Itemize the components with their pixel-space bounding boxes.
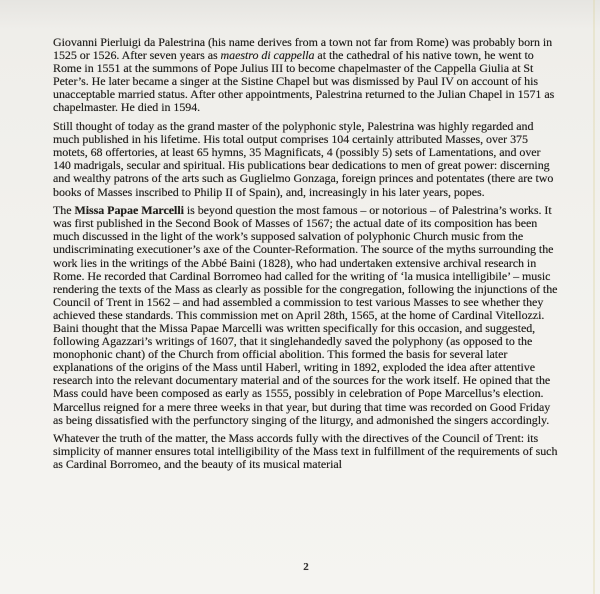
paragraph-output <box>53 120 559 199</box>
text-segment: Giovanni Pierluigi da Palestrina (his name derives from a town not far from Rome) was probably born in 1525 or 1526. After seven years as <box>53 35 553 63</box>
page-number: 2 <box>303 561 309 573</box>
paragraph-missa-papae-marcelli <box>53 204 559 427</box>
text-segment: at the cathedral of his native town, he went to Rome in 1551 at the summons of Pope Julius III to become chapelmaster of the Cappella Giulia at St Peter’s. He later became a singer at the Sistine Chapel but was dismissed by Paul IV on account of his unacceptable married status. After other appointments, Palestrina returned to the Julian Chapel in 1571 as chapelmaster. He died in 1594. <box>53 48 555 115</box>
text-segment: Whatever the truth of the matter, the Mass accords fully with the directives of the Council of Trent: its simplicity of manner ensures total intelligibility of the Mass text in fulfillment of the requirements of such as Cardinal Borromeo, and the beauty of its musical material <box>53 431 558 472</box>
text-segment: is beyond question the most famous – or notorious – of Palestrina’s works. It was first published in the Second Book of Masses of 1567; the actual date of its composition has been much discussed in the light of the work’s supposed salvation of polyphonic Church music from the undiscriminating executioner’s axe of the Counter-Reformation. The source of the myths surrounding the work lies in the writings of the Abbé Baini (1828), who had undertaken extensive archival research in Rome. He recorded that Cardinal Borromeo had called for the writing of ‘la musica intelligibile’ – music rendering the texts of the Mass as clearly as possible for the congregation, following the injunctions of the Council of Trent in 1562 – and had assembled a commission to test various Masses to see whether they achieved these standards. This commission met on April 28th, 1565, at the home of Cardinal Vitellozzi. Baini thought that the Missa Papae Marcelli was written specifically for this occasion, and suggested, following Agazzari’s writings of 1607, that it singlehandedly saved the polyphony (as opposed to the monophonic chant) of the Church from official abolition. This formed the basis for several later explanations of the origins of the Mass until Haberl, writing in 1892, exploded the idea after attentive research into the relevant documentary material and of the sources for the work itself. He opined that the Mass could have been composed as early as 1555, possibly in celebration of Pope Marcellus’s election. Marcellus reigned for a mere three weeks in that year, but during that time was recorded on Good Friday as being dissatisfied with the perfunctory singing of the liturgy, and admonished the singers accordingly. <box>53 203 558 427</box>
text-segment: Still thought of today as the grand master of the polyphonic style, Palestrina was highly regarded and much published in his lifetime. His total output comprises 104 certainly attributed Masses, over 375 motets, 68 offertories, at least 65 hymns, 35 Magnificats, 4 (possibly 5) sets of Lamentations, and over 140 madrigals, secular and spiritual. His publications bear dedications to men of great power: discerning and wealthy patrons of the arts such as Guglielmo Gonzaga, foreign princes and potentates (there are two books of Masses inscribed to Philip II of Spain), and, increasingly in his later years, popes. <box>53 119 554 199</box>
paragraph-conclusion <box>53 432 559 471</box>
text-segment: The <box>53 203 75 218</box>
scan-edge-artifact <box>593 0 595 594</box>
liner-notes-text <box>53 36 559 477</box>
text-segment-italic: maestro di cappella <box>220 48 315 63</box>
paragraph-biography <box>53 36 559 115</box>
text-segment-bold: Missa Papae Marcelli <box>74 203 184 218</box>
